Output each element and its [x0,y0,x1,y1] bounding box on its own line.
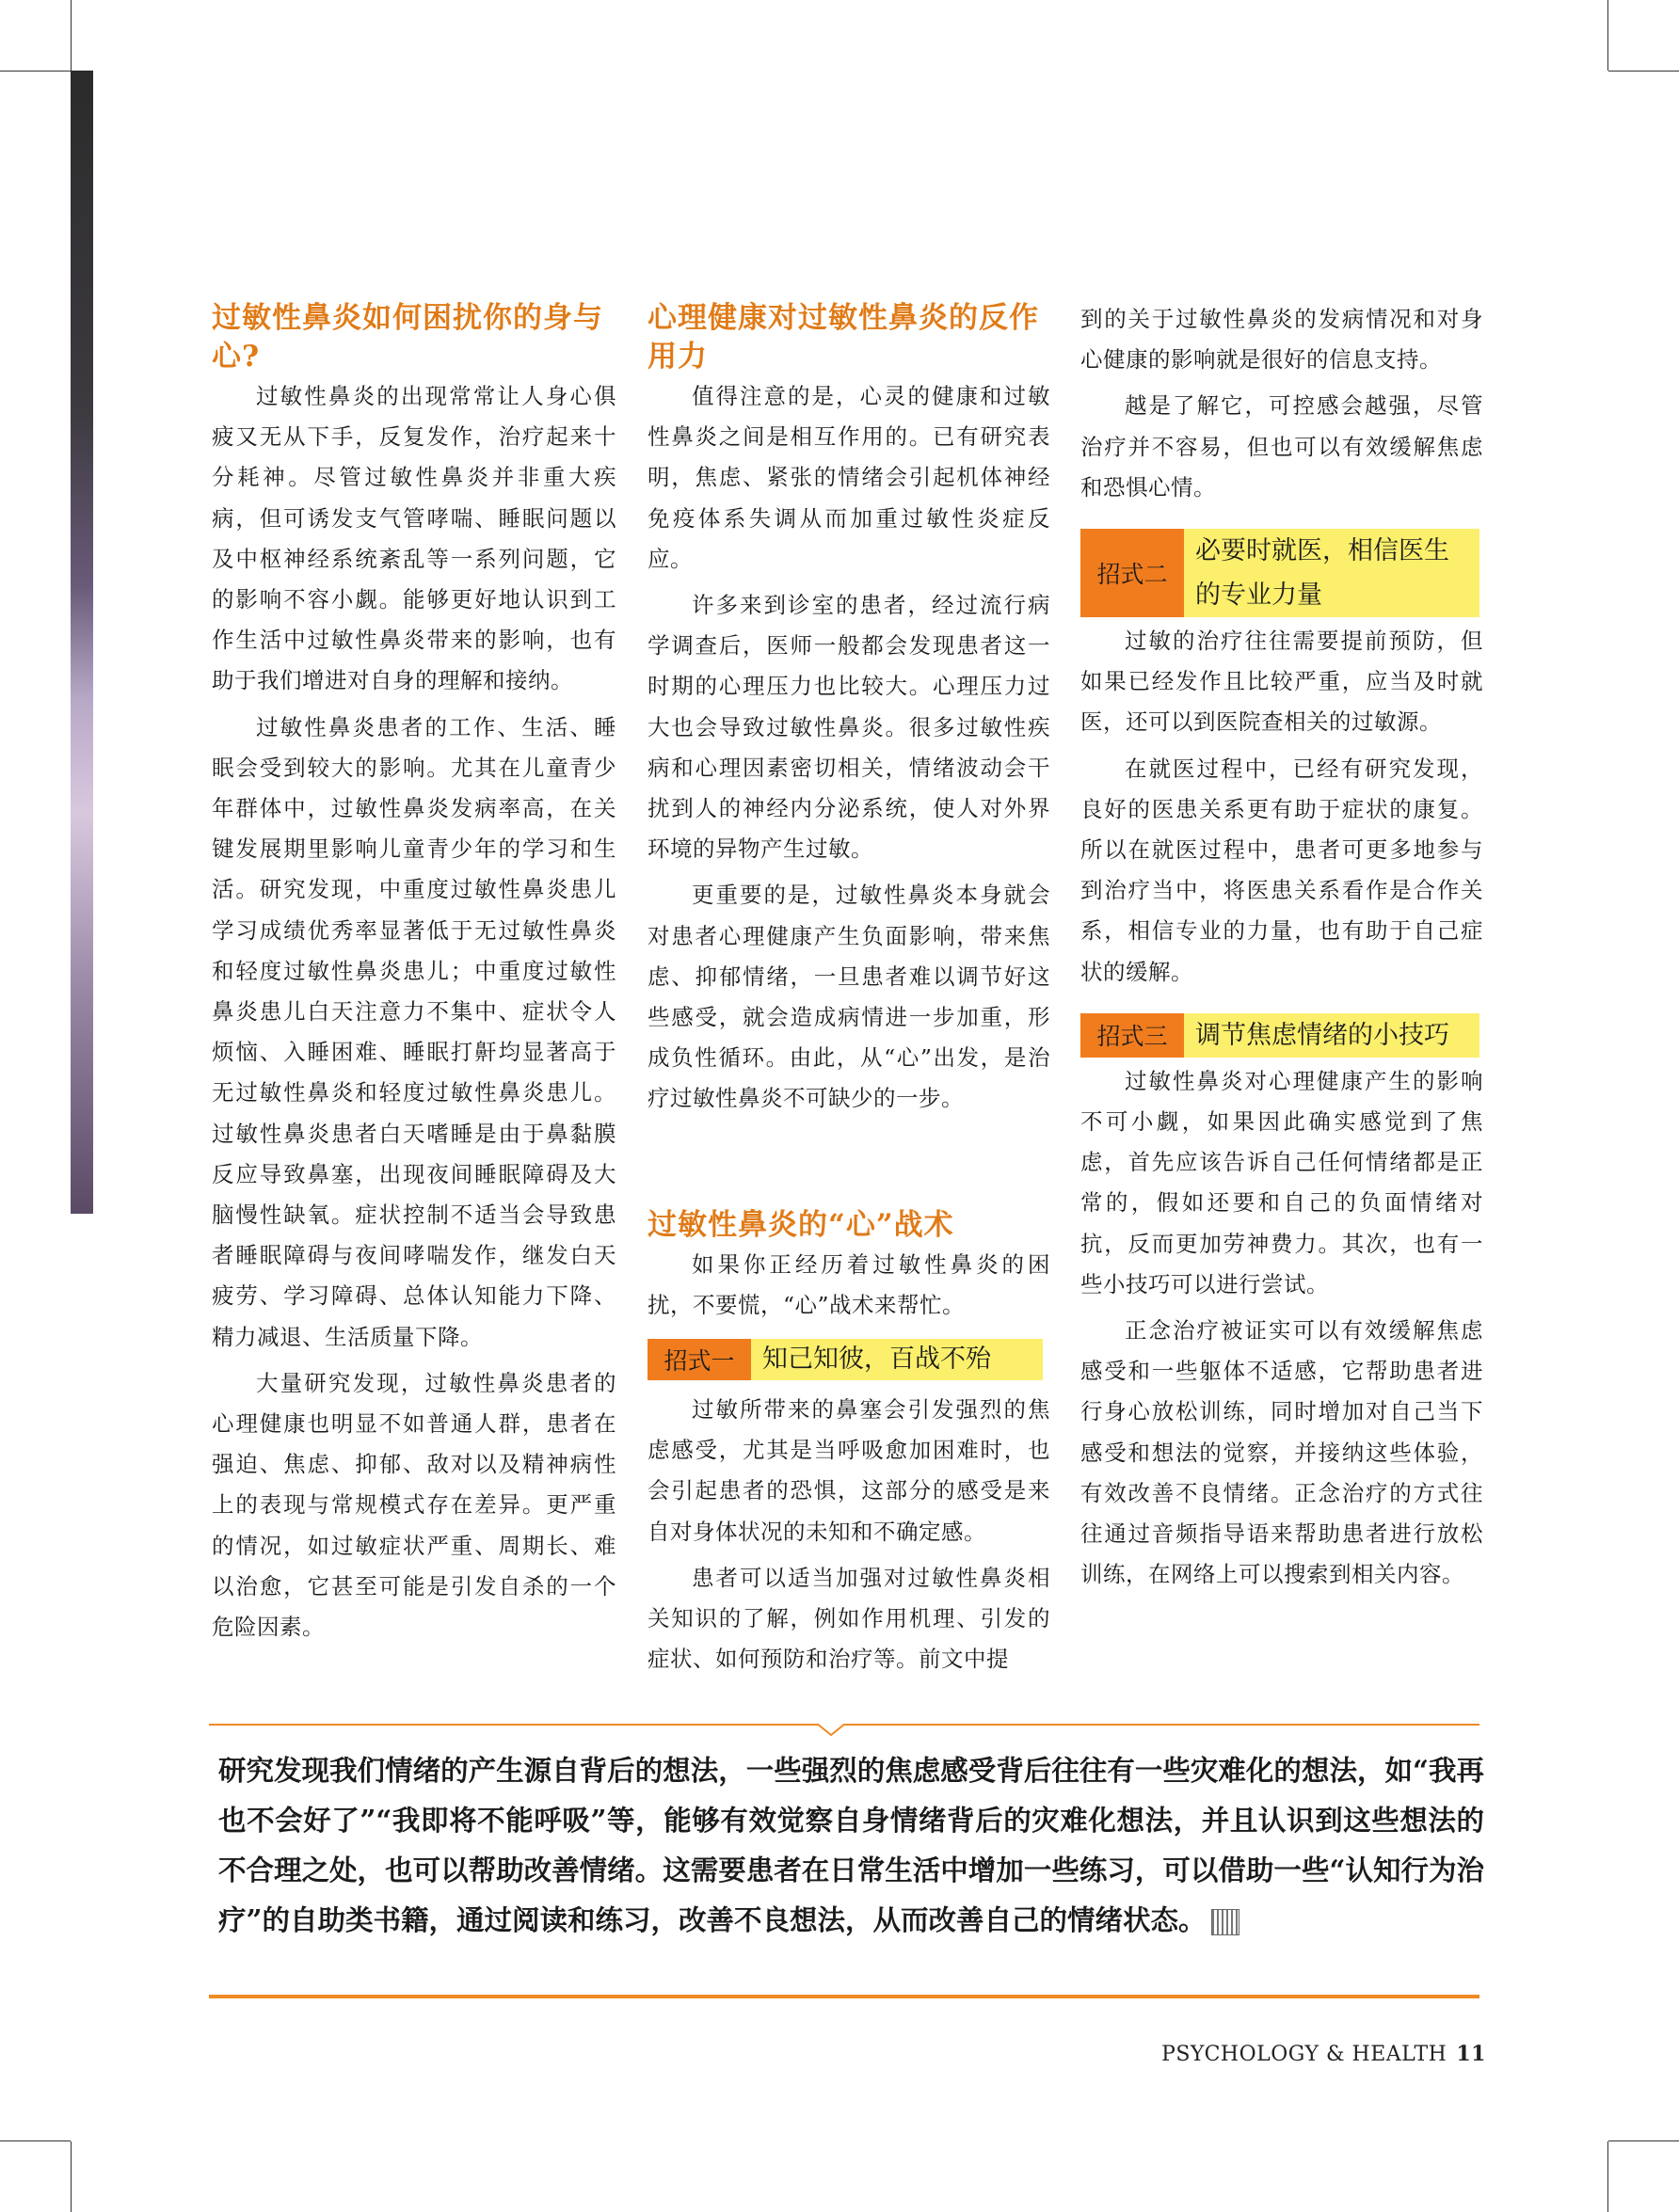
badge-text: 知己知彼，百战不殆 [751,1339,1043,1380]
crop-mark [1608,71,1679,72]
section-heading: 过敏性鼻炎如何困扰你的身与心? [212,301,603,374]
crop-mark [0,71,71,72]
column-3 [1080,299,1483,1595]
badge-tag: 招式二 [1080,529,1184,617]
paragraph: 过敏的治疗往往需要提前预防，但如果已经发作且比较严重，应当及时就医，还可以到医院查相关的过敏源。 [1080,628,1483,736]
section-heading: 过敏性鼻炎的“心”战术 [648,1207,954,1242]
paragraph: 如果你正经历着过敏性鼻炎的困扰，不要慌，“心”战术来帮忙。 [648,1250,1050,1318]
paragraph: 许多来到诊室的患者，经过流行病学调查后，医师一般都会发现患者这一时期的心理压力也比较大。心理压力过大也会导致过敏性鼻炎。很多过敏性疾病和心理因素密切相关，情绪波动会干扰到人的神经内分泌系统，使人对外界环境的异物产生过敏。 [648,592,1050,863]
summary-pointer-icon [817,1724,845,1737]
badge-text: 调节焦虑情绪的小技巧 [1184,1013,1479,1058]
crop-mark [1607,0,1608,71]
summary-text: 研究发现我们情绪的产生源自背后的想法，一些强烈的焦虑感受背后往往有一些灾难化的想法，如“我再也不会好了”“我即将不能呼吸”等，能够有效觉察自身情绪背后的灾难化想法，并且认识到这些想法的不合理之处，也可以帮助改善情绪。这需要患者在日常生活中增加一些练习，可以借助一些“认知行为治疗”的自助类书籍，通过阅读和练习，改善不良想法，从而改善自己的情绪状态。 [218,1754,1484,1936]
summary-bottom-rule [209,1995,1479,1998]
crop-mark [1608,2140,1679,2141]
paragraph: 在就医过程中，已经有研究发现，良好的医患关系更有助于症状的康复。所以在就医过程中，患者可更多地参与到治疗当中，将医患关系看作是合作关系，相信专业的力量，也有助于自己症状的缓解。 [1080,755,1483,985]
paragraph: 过敏性鼻炎对心理健康产生的影响不可小觑，如果因此确实感觉到了焦虑，首先应该告诉自己任何情绪都是正常的，假如还要和自己的负面情绪对抗，反而更加劳神费力。其次，也有一些小技巧可以进行尝试。 [1080,1067,1483,1297]
paragraph: 过敏性鼻炎患者的工作、生活、睡眠会受到较大的影响。尤其在儿童青少年群体中，过敏性鼻炎发病率高，在关键发展期里影响儿童青少年的学习和生活。研究发现，中重度过敏性鼻炎患儿学习成绩优秀率显著低于无过敏性鼻炎和轻度过敏性鼻炎患儿；中重度过敏性鼻炎患儿白天注意力不集中、症状令人烦恼、入睡困难、睡眠打鼾均显著高于无过敏性鼻炎和轻度过敏性鼻炎患儿。过敏性鼻炎患者白天嗜睡是由于鼻黏膜反应导致鼻塞，出现夜间睡眠障碍及大脑慢性缺氧。症状控制不适当会导致患者睡眠障碍与夜间哮喘发作，继发白天疲劳、学习障碍、总体认知能力下降、精力减退、生活质量下降。 [212,713,616,1350]
crop-mark [71,0,72,71]
crop-mark [71,2141,72,2212]
column-1 [212,299,616,1647]
crop-mark [0,2140,71,2141]
paragraph: 值得注意的是，心灵的健康和过敏性鼻炎之间是相互作用的。已有研究表明，焦虑、紧张的情绪会引起机体神经免疫体系失调从而加重过敏性炎症反应。 [648,383,1050,572]
page-number: 11 [1456,2042,1486,2066]
paragraph: 过敏所带来的鼻塞会引发强烈的焦虑感受，尤其是当呼吸愈加困难时，也会引起患者的恐惧，这部分的感受是来自对身体状况的未知和不确定感。 [648,1396,1050,1545]
summary-text-block [218,1745,1484,1945]
paragraph: 到的关于过敏性鼻炎的发病情况和对身心健康的影响就是很好的信息支持。 [1080,306,1483,374]
paragraph: 正念治疗被证实可以有效缓解焦虑感受和一些躯体不适感，它帮助患者进行身心放松训练，同时增加对自己当下感受和想法的觉察，并接纳这些体验，有效改善不良情绪。正念治疗的方式往往通过音频指导语来帮助患者进行放松训练，在网络上可以搜索到相关内容。 [1080,1317,1483,1588]
magazine-name: PSYCHOLOGY & HEALTH [1161,2043,1447,2066]
badge-text: 必要时就医，相信医生的专业力量 [1184,529,1479,617]
tactic-badge-2 [1080,529,1479,617]
paragraph: 大量研究发现，过敏性鼻炎患者的心理健康也明显不如普通人群，患者在强迫、焦虑、抑郁、敌对以及精神病性上的表现与常规模式存在差异。更严重的情况，如过敏症状严重、周期长、难以治愈，它甚至可能是引发自杀的一个危险因素。 [212,1369,616,1641]
paragraph: 患者可以适当加强对过敏性鼻炎相关知识的了解，例如作用机理、引发的症状、如何预防和治疗等。前文中提 [648,1564,1050,1673]
badge-tag: 招式一 [648,1339,751,1380]
badge-tag: 招式三 [1080,1013,1184,1058]
tactic-badge-3 [1080,1013,1479,1058]
crop-mark [1607,2141,1608,2212]
tactic-badge-1 [648,1339,1043,1380]
column-2 [648,299,1050,1679]
paragraph: 越是了解它，可控感会越强，尽管治疗并不容易，但也可以有效缓解焦虑和恐惧心情。 [1080,392,1483,501]
page-footer [1161,2042,1486,2066]
paragraph: 更重要的是，过敏性鼻炎本身就会对患者心理健康产生负面影响，带来焦虑、抑郁情绪，一旦患者难以调节好这些感受，就会造成病情进一步加重，形成负性循环。由此，从“心”出发，是治疗过敏性鼻炎不可缺少的一步。 [648,882,1050,1112]
edge-photo-strip [71,71,93,1214]
section-heading: 心理健康对过敏性鼻炎的反作用力 [648,301,1039,374]
paragraph: 过敏性鼻炎的出现常常让人身心俱疲又无从下手，反复发作，治疗起来十分耗神。尽管过敏性鼻炎并非重大疾病，但可诱发支气管哮喘、睡眠问题以及中枢神经系统紊乱等一系列问题，它的影响不容小觑。能够更好地认识到工作生活中过敏性鼻炎带来的影响，也有助于我们增进对自身的理解和接纳。 [212,383,616,694]
end-mark-icon [1211,1909,1239,1935]
